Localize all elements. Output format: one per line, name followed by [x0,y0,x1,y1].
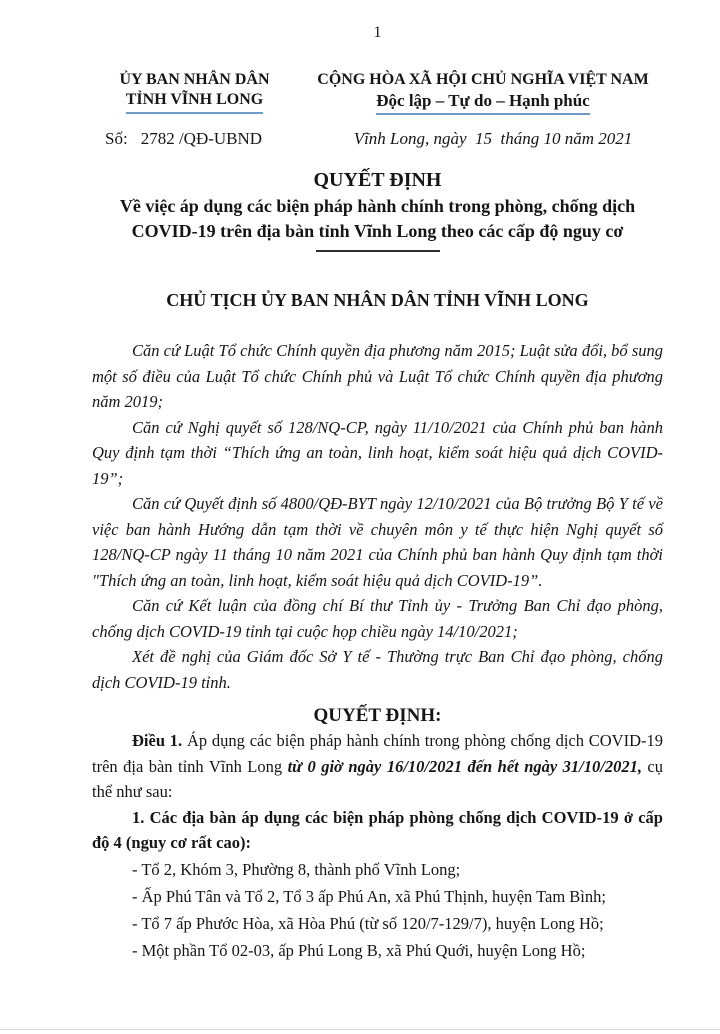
preamble-paragraph: Căn cứ Nghị quyết số 128/NQ-CP, ngày 11/10/2021 của Chính phủ ban hành Quy định tạm thời “Thích ứng an toàn, linh hoạt, kiểm soát hiệu quả dịch COVID-19”; [92,417,663,488]
national-motto: Độc lập – Tự do – Hạnh phúc [297,91,669,115]
article-1-emphasis: từ 0 giờ ngày 16/10/2021 đến hết ngày 31/10/2021, [287,756,642,776]
issuing-org-block [92,70,297,114]
title-divider [316,250,440,252]
doc-number-value: 2782 /QĐ-UBND [140,129,263,148]
area-list [92,856,663,964]
article-1-text: Áp dụng các biện pháp hành chính trong phòng chống dịch COVID-19 trên địa bàn tỉnh Vĩnh Long [92,731,664,776]
document-body [92,338,663,964]
preamble-paragraph: Căn cứ Luật Tổ chức Chính quyền địa phương năm 2015; Luật sửa đổi, bổ sung một số điều của Luật Tổ chức Chính phủ và Luật Tổ chức Chính quyền địa phương năm 2019; [92,341,663,411]
decision-title: QUYẾT ĐỊNH [313,169,442,191]
article-1-paragraph [92,728,663,805]
decision-subtitle [92,194,663,244]
issuing-org-line2: TỈNH VĨNH LONG [92,90,297,114]
document-header [92,70,663,115]
issuing-org-line1: ỦY BAN NHÂN DÂN [119,71,270,88]
article-1-label: Điều 1. [132,731,183,750]
doc-number-label: Số: [105,129,128,148]
page-number: 1 [373,24,382,41]
national-name: CỘNG HÒA XÃ HỘI CHỦ NGHĨA VIỆT NAM [317,71,649,88]
national-header-block [297,70,669,115]
place-date: Vĩnh Long, ngày 15 tháng 10 năm 2021 [353,129,633,148]
decision-heading: QUYẾT ĐỊNH: [313,705,442,726]
decision-subtitle-line2: COVID-19 trên địa bàn tỉnh Vĩnh Long theo các cấp độ nguy cơ [131,221,624,241]
area-list-item: - Tổ 2, Khóm 3, Phường 8, thành phố Vĩnh Long; [132,859,461,879]
area-list-item: - Ấp Phú Tân và Tổ 2, Tổ 3 ấp Phú An, xã Phú Thịnh, huyện Tam Bình; [132,886,606,906]
area-list-item: - Một phần Tổ 02-03, ấp Phú Long B, xã Phú Quới, huyện Long Hồ; [132,940,586,960]
number-date-row [92,128,663,150]
preamble-paragraph: Căn cứ Quyết định số 4800/QĐ-BYT ngày 12/10/2021 của Bộ trưởng Bộ Y tế về việc ban hành Hướng dẫn tạm thời về chuyên môn y tế thực hiện Nghị quyết số 128/NQ-CP ngày 11 tháng 10 năm 2021 của Chính phủ ban hành Quy định tạm thời "Thích ứng an toàn, linh hoạt, kiểm soát hiệu quả dịch COVID-19”. [92,494,663,590]
page-bottom-edge [0,1029,720,1030]
article-1-tail: cụ thể như sau: [92,756,663,801]
doc-number [92,128,323,150]
area-list-item: - Tổ 7 ấp Phước Hòa, xã Hòa Phú (từ số 120/7-129/7), huyện Long Hồ; [132,913,604,933]
preamble-paragraph: Căn cứ Kết luận của đồng chí Bí thư Tỉnh ủy - Trưởng Ban Chỉ đạo phòng, chống dịch COVID-19 tỉnh tại cuộc họp chiều ngày 14/10/2021; [92,596,663,641]
decision-subtitle-line1: Về việc áp dụng các biện pháp hành chính trong phòng, chống dịch [119,196,636,216]
section-1-heading: 1. Các địa bàn áp dụng các biện pháp phòng chống dịch COVID-19 ở cấp độ 4 (nguy cơ rất cao): [92,807,663,852]
preamble-paragraph: Xét đề nghị của Giám đốc Sở Y tế - Thường trực Ban Chỉ đạo phòng, chống dịch COVID-19 tỉnh. [92,647,663,692]
authority-heading: CHỦ TỊCH ỦY BAN NHÂN DÂN TỈNH VĨNH LONG [166,290,589,310]
